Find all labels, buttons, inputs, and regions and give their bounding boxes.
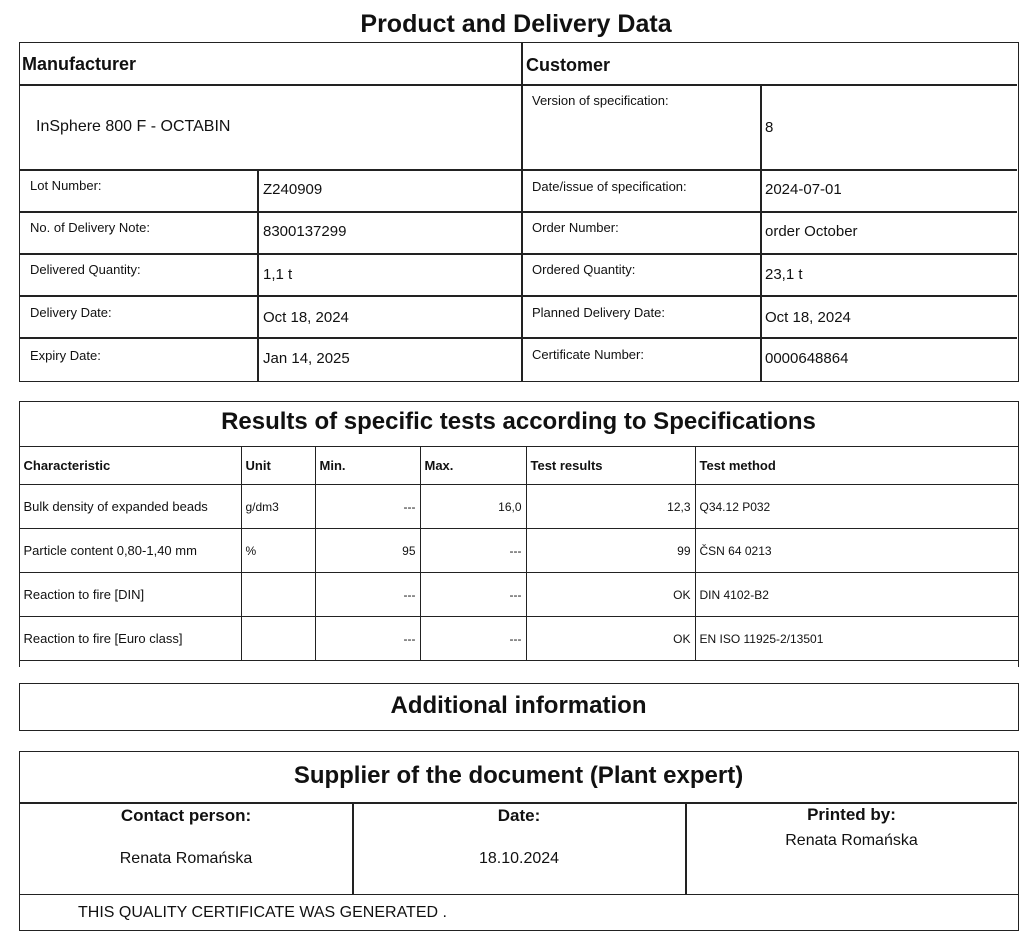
delivered-quantity-label: Delivered Quantity: — [30, 262, 141, 277]
min-cell: --- — [315, 485, 420, 529]
certificate-number-value: 0000648864 — [765, 350, 849, 367]
method-cell: DIN 4102-B2 — [695, 573, 1018, 617]
manufacturer-heading: Manufacturer — [22, 54, 137, 74]
delivered-quantity-value: 1,1 t — [263, 266, 293, 283]
table-row — [19, 573, 1018, 617]
lot-number-label: Lot Number: — [30, 178, 102, 193]
ordered-quantity-value: 23,1 t — [765, 266, 803, 283]
table-row — [19, 529, 1018, 573]
divider — [257, 169, 259, 381]
planned-delivery-value: Oct 18, 2024 — [765, 309, 851, 326]
divider — [20, 253, 1017, 255]
result-cell: OK — [526, 617, 695, 661]
delivery-note-label: No. of Delivery Note: — [30, 220, 150, 235]
column-header: Min. — [315, 447, 420, 485]
result-cell: OK — [526, 573, 695, 617]
result-cell: 99 — [526, 529, 695, 573]
column-header: Unit — [241, 447, 315, 485]
order-number-value: order October — [765, 223, 858, 240]
column-header: Characteristic — [19, 447, 241, 485]
min-cell: --- — [315, 617, 420, 661]
table-header-row — [19, 447, 1018, 485]
contact-person-label: Contact person: — [120, 806, 252, 825]
contact-person-value: Renata Romańska — [119, 850, 253, 867]
footer-section — [19, 893, 1019, 931]
divider — [20, 295, 1017, 297]
method-cell: EN ISO 11925-2/13501 — [695, 617, 1018, 661]
date-label: Date: — [497, 806, 541, 825]
spec-date-value: 2024-07-01 — [765, 181, 842, 198]
footer-text: THIS QUALITY CERTIFICATE WAS GENERATED . — [78, 904, 447, 921]
divider — [20, 84, 1017, 86]
unit-cell: g/dm3 — [241, 485, 315, 529]
method-cell: ČSN 64 0213 — [695, 529, 1018, 573]
expiry-date-value: Jan 14, 2025 — [263, 350, 350, 367]
unit-cell — [241, 617, 315, 661]
printed-by-value: Renata Romańska — [785, 832, 918, 849]
method-cell: Q34.12 P032 — [695, 485, 1018, 529]
divider — [20, 169, 1017, 171]
max-cell: --- — [420, 617, 526, 661]
max-cell: 16,0 — [420, 485, 526, 529]
table-row — [19, 617, 1018, 661]
printed-by-label: Printed by: — [807, 805, 896, 824]
results-section — [19, 401, 1019, 667]
results-table — [19, 446, 1019, 661]
max-cell: --- — [420, 529, 526, 573]
additional-info-title: Additional information — [390, 692, 647, 719]
column-header: Max. — [420, 447, 526, 485]
planned-delivery-label: Planned Delivery Date: — [532, 305, 665, 320]
characteristic-cell: Bulk density of expanded beads — [19, 485, 241, 529]
divider — [20, 337, 1017, 339]
delivery-date-value: Oct 18, 2024 — [263, 309, 349, 326]
result-cell: 12,3 — [526, 485, 695, 529]
max-cell: --- — [420, 573, 526, 617]
results-title: Results of specific tests according to Specifications — [221, 408, 816, 435]
divider — [20, 211, 1017, 213]
column-header: Test results — [526, 447, 695, 485]
characteristic-cell: Reaction to fire [DIN] — [19, 573, 241, 617]
version-value: 8 — [765, 119, 774, 136]
page-title: Product and Delivery Data — [360, 10, 672, 38]
ordered-quantity-label: Ordered Quantity: — [532, 262, 636, 277]
supplier-section — [19, 751, 1019, 895]
min-cell: --- — [315, 573, 420, 617]
table-row — [19, 485, 1018, 529]
delivery-note-value: 8300137299 — [263, 223, 347, 240]
unit-cell — [241, 573, 315, 617]
date-value: 18.10.2024 — [478, 850, 560, 867]
delivery-date-label: Delivery Date: — [30, 305, 112, 320]
delivery-section — [19, 42, 1019, 382]
characteristic-cell: Particle content 0,80-1,40 mm — [19, 529, 241, 573]
unit-cell: % — [241, 529, 315, 573]
min-cell: 95 — [315, 529, 420, 573]
expiry-date-label: Expiry Date: — [30, 348, 101, 363]
product-name: InSphere 800 F - OCTABIN — [36, 118, 231, 135]
column-header: Test method — [695, 447, 1018, 485]
supplier-title: Supplier of the document (Plant expert) — [293, 762, 744, 789]
certificate-number-label: Certificate Number: — [532, 347, 644, 362]
additional-info-section — [19, 683, 1019, 731]
characteristic-cell: Reaction to fire [Euro class] — [19, 617, 241, 661]
order-number-label: Order Number: — [532, 220, 619, 235]
lot-number-value: Z240909 — [263, 181, 323, 198]
customer-heading: Customer — [526, 55, 611, 75]
divider — [20, 802, 1017, 804]
version-label: Version of specification: — [532, 93, 669, 108]
spec-date-label: Date/issue of specification: — [532, 179, 687, 194]
